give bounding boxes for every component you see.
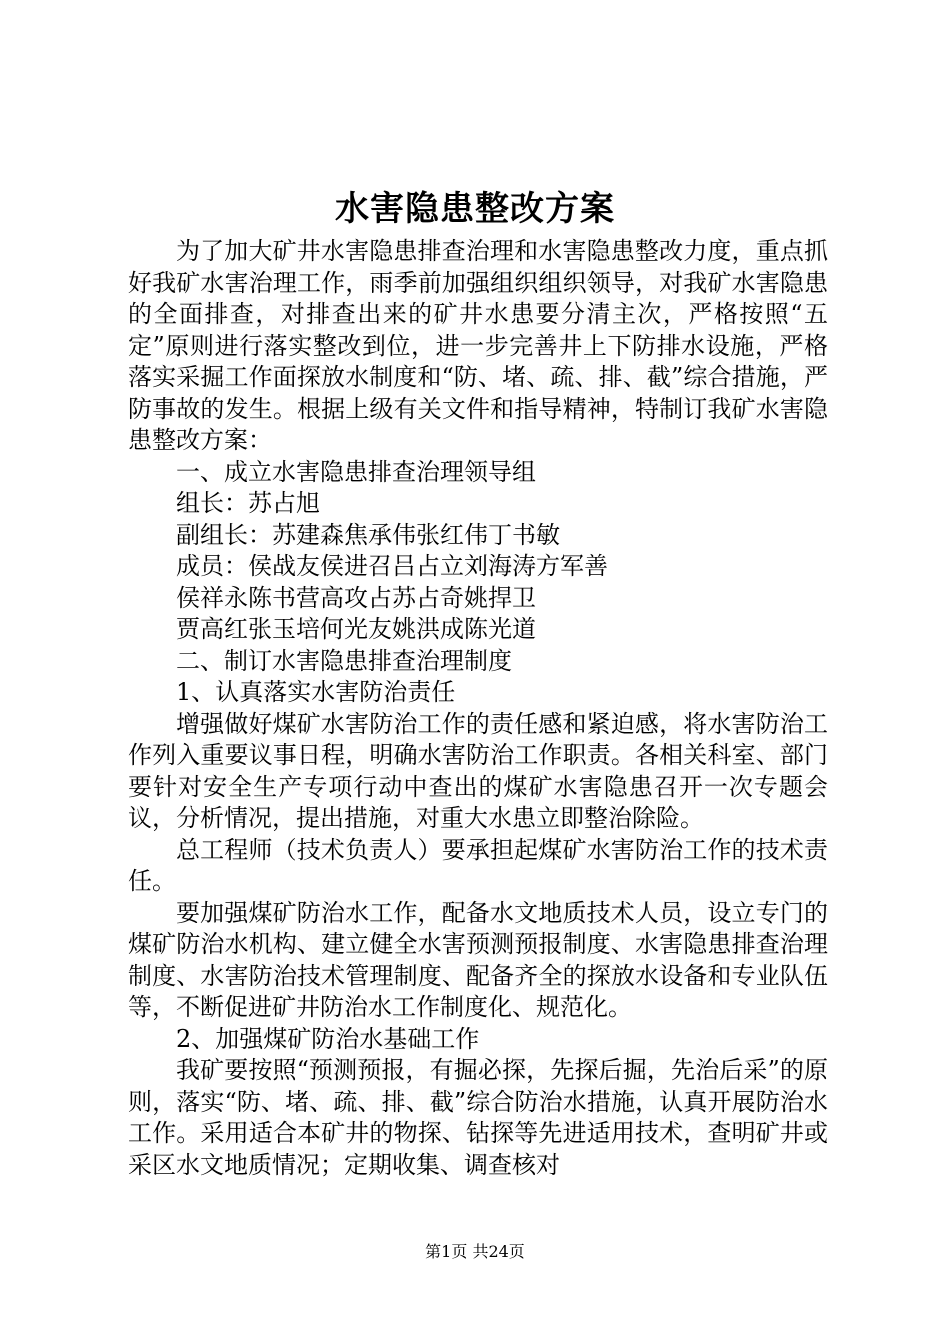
intro-paragraph: 为了加大矿井水害隐患排查治理和水害隐患整改力度，重点抓好我矿水害治理工作，雨季前加强组织组织领导，对我矿水害隐患的全面排查，对排查出来的矿井水患要分清主次，严格按照“五定”原则进行落实整改到位，进一步完善井上下防排水设施，严格落实采掘工作面探放水制度和“防、堵、疏、排、截”综合措施，严防事故的发生。根据上级有关文件和指导精神，特制订我矿水害隐患整改方案： (128, 237, 828, 454)
body-paragraph: 总工程师（技术负责人）要承担起煤矿水害防治工作的技术责任。 (128, 835, 828, 895)
deputy-leader-line: 副组长：苏建森焦承伟张红伟丁书敏 (176, 520, 560, 549)
body-paragraph: 我矿要按照“预测预报，有掘必探，先探后掘，先治后采”的原则，落实“防、堵、疏、排、截”综合防治水措施，认真开展防治水工作。采用适合本矿井的物探、钻探等先进适用技术，查明矿井或采区水文地质情况；定期收集、调查核对 (128, 1056, 828, 1179)
section-heading-1: 一、成立水害隐患排查治理领导组 (176, 457, 536, 486)
document-body (128, 236, 828, 1181)
section-heading-2: 二、制订水害隐患排查治理制度 (176, 646, 512, 675)
leader-line: 组长：苏占旭 (176, 489, 320, 517)
body-paragraph: 要加强煤矿防治水工作，配备水文地质技术人员，设立专门的煤矿防治水机构、建立健全水害预测预报制度、水害隐患排查治理制度、水害防治技术管理制度、配备齐全的探放水设备和专业队伍等，不断促进矿井防治水工作制度化、规范化。 (128, 898, 828, 1021)
subsection-heading-1: 1、认真落实水害防治责任 (176, 678, 456, 706)
document-title: 水害隐患整改方案 (335, 189, 615, 229)
page-footer: 第1页 共24页 (425, 1242, 525, 1261)
subsection-heading-2: 2、加强煤矿防治水基础工作 (176, 1024, 480, 1053)
members-line-3: 贾高红张玉培何光友姚洪成陈光道 (176, 615, 536, 643)
members-line: 成员：侯战友侯进召吕占立刘海涛方军善 (176, 552, 608, 580)
members-line-2: 侯祥永陈书营高攻占苏占奇姚捍卫 (176, 583, 536, 612)
body-paragraph: 增强做好煤矿水害防治工作的责任感和紧迫感，将水害防治工作列入重要议事日程，明确水害防治工作职责。各相关科室、部门要针对安全生产专项行动中查出的煤矿水害隐患召开一次专题会议，分析情况，提出措施，对重大水患立即整治除险。 (128, 709, 828, 832)
